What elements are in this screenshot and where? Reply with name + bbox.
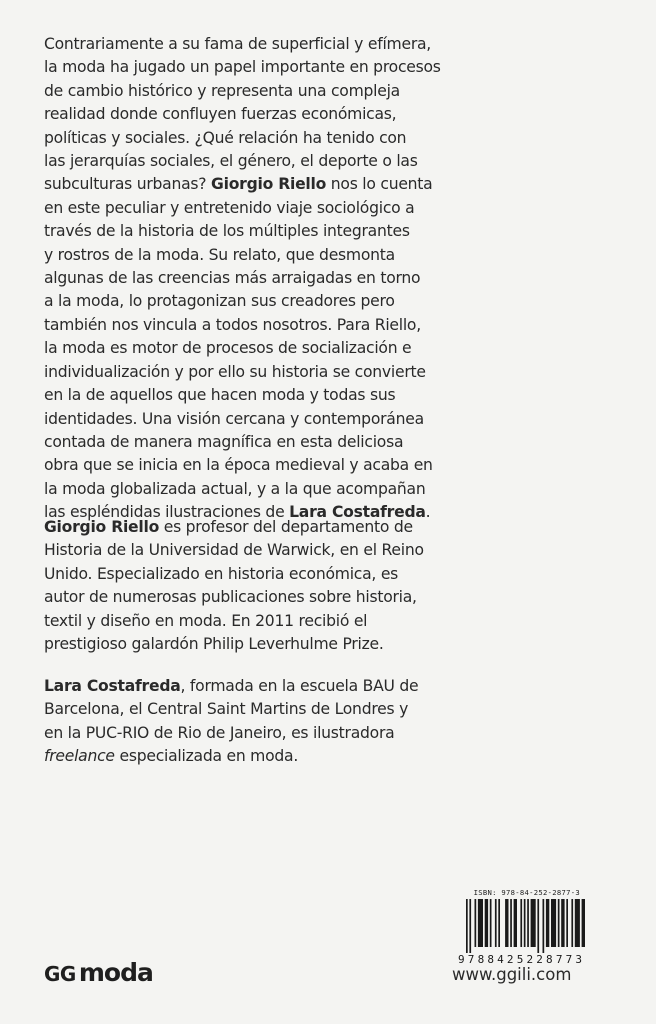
text-line bbox=[44, 337, 624, 360]
text-run: , formada en la escuela BAU de bbox=[180, 677, 419, 695]
bold-name: Lara Costafreda bbox=[289, 503, 426, 522]
barcode-bar bbox=[561, 899, 564, 947]
text-line bbox=[44, 539, 624, 562]
barcode-bar bbox=[520, 899, 522, 947]
text-run: especializada en moda. bbox=[114, 747, 299, 766]
barcode-bar bbox=[582, 899, 585, 947]
text-run: es profesor del departamento de bbox=[159, 518, 413, 536]
text-line bbox=[44, 80, 624, 103]
text-run: realidad donde confluyen fuerzas económicas, bbox=[44, 105, 397, 124]
text-run: Barcelona, el Central Saint Martins de Londres y bbox=[44, 700, 409, 719]
text-line bbox=[44, 56, 624, 79]
barcode-bar bbox=[498, 899, 500, 947]
publisher-url: www.ggili.com bbox=[452, 965, 572, 984]
text-line bbox=[44, 431, 624, 454]
text-line bbox=[44, 722, 624, 745]
illustrator-bio-paragraph bbox=[44, 675, 624, 769]
text-run: las jerarquías sociales, el género, el deporte o las bbox=[44, 152, 418, 171]
bold-name: Giorgio Riello bbox=[211, 175, 327, 194]
text-line bbox=[44, 478, 624, 501]
barcode-bar bbox=[543, 899, 545, 953]
text-run: también nos vincula a todos nosotros. Para Riello, bbox=[44, 315, 421, 334]
text-line bbox=[44, 267, 624, 290]
barcode-bar bbox=[475, 899, 477, 947]
text-line bbox=[44, 197, 624, 220]
publisher-logo bbox=[44, 958, 153, 987]
text-run: . bbox=[425, 503, 431, 522]
text-run: y rostros de la moda. Su relato, que desmonta bbox=[44, 245, 395, 264]
text-run: Unido. Especializado en historia económica, es bbox=[44, 564, 399, 583]
barcode-bar bbox=[469, 899, 471, 953]
barcode-bar bbox=[490, 899, 492, 947]
text-run: la moda ha jugado un papel importante en procesos bbox=[44, 58, 441, 77]
text-run: obra que se inicia en la época medieval y acaba en bbox=[44, 456, 433, 475]
text-run: subculturas urbanas? bbox=[44, 175, 212, 194]
text-run: de cambio histórico y representa una compleja bbox=[44, 81, 400, 100]
text-run: las espléndidas ilustraciones de bbox=[44, 503, 290, 522]
text-line bbox=[44, 745, 624, 768]
text-line bbox=[44, 610, 624, 633]
barcode-bar bbox=[478, 899, 483, 947]
text-line bbox=[44, 150, 624, 173]
text-line bbox=[44, 384, 624, 407]
text-run: políticas y sociales. ¿Qué relación ha tenido con bbox=[44, 128, 407, 147]
text-run: contada de manera magnífica en esta deliciosa bbox=[44, 432, 404, 451]
text-line bbox=[44, 314, 624, 337]
isbn-barcode bbox=[456, 888, 586, 965]
text-line bbox=[44, 290, 624, 313]
text-line bbox=[44, 516, 624, 539]
text-line bbox=[44, 127, 624, 150]
barcode-bar bbox=[537, 899, 539, 953]
bold-name: Lara Costafreda bbox=[44, 677, 181, 695]
blurb-paragraph bbox=[44, 33, 624, 525]
text-run: Contrariamente a su fama de superficial y efímera, bbox=[44, 35, 431, 53]
barcode-graphic bbox=[456, 899, 586, 965]
barcode-bar bbox=[558, 899, 560, 947]
author-bio-paragraph bbox=[44, 516, 624, 656]
text-line bbox=[44, 563, 624, 586]
barcode-bar bbox=[495, 899, 497, 947]
barcode-bar bbox=[524, 899, 526, 947]
text-run: textil y diseño en moda. En 2011 recibió el bbox=[44, 611, 368, 630]
text-run: en la de aquellos que hacen moda y todas sus bbox=[44, 386, 396, 405]
barcode-bar bbox=[571, 899, 573, 947]
text-line bbox=[44, 454, 624, 477]
barcode-bar bbox=[505, 899, 508, 947]
barcode-bar bbox=[527, 899, 529, 947]
text-run: prestigioso galardón Philip Leverhulme Prize. bbox=[44, 635, 384, 654]
barcode-bar bbox=[531, 899, 536, 947]
text-line bbox=[44, 173, 624, 196]
barcode-bar bbox=[551, 899, 556, 947]
text-run: en este peculiar y entretenido viaje sociológico a bbox=[44, 198, 415, 217]
barcode-bar bbox=[485, 899, 488, 947]
text-line bbox=[44, 698, 624, 721]
barcode-bar bbox=[566, 899, 568, 947]
text-run: identidades. Una visión cercana y contemporánea bbox=[44, 409, 424, 428]
text-line bbox=[44, 675, 624, 698]
text-line bbox=[44, 586, 624, 609]
text-run: autor de numerosas publicaciones sobre historia, bbox=[44, 588, 417, 607]
isbn-label: ISBN: 978-84-252-2877-3 bbox=[473, 888, 580, 897]
logo-word: moda bbox=[78, 958, 153, 987]
text-line bbox=[44, 633, 624, 656]
text-run: través de la historia de los múltiples integrantes bbox=[44, 222, 410, 241]
text-line bbox=[44, 244, 624, 267]
italic-word: freelance bbox=[44, 747, 115, 766]
barcode-bar bbox=[575, 899, 580, 947]
barcode-bar bbox=[510, 899, 512, 947]
text-run: individualización y por ello su historia se convierte bbox=[44, 362, 426, 381]
text-run: algunas de las creencias más arraigadas en torno bbox=[44, 269, 421, 288]
text-line bbox=[44, 361, 624, 384]
barcode-bar bbox=[466, 899, 468, 953]
text-run: en la PUC-RIO de Rio de Janeiro, es ilustradora bbox=[44, 723, 395, 742]
text-line bbox=[44, 220, 624, 243]
barcode-bar bbox=[514, 899, 517, 947]
bold-name: Giorgio Riello bbox=[44, 518, 160, 536]
barcode-digits: 9788425228773 bbox=[458, 953, 582, 965]
logo-prefix: GG bbox=[44, 962, 76, 986]
text-run: Historia de la Universidad de Warwick, en el Reino bbox=[44, 541, 424, 560]
text-line bbox=[44, 408, 624, 431]
text-line bbox=[44, 103, 624, 126]
text-line bbox=[44, 33, 624, 56]
text-run: la moda globalizada actual, y a la que acompañan bbox=[44, 479, 426, 498]
barcode-bar bbox=[546, 899, 549, 947]
text-run: nos lo cuenta bbox=[326, 175, 433, 194]
text-run: a la moda, lo protagonizan sus creadores pero bbox=[44, 292, 395, 311]
text-run: la moda es motor de procesos de socialización e bbox=[44, 339, 412, 358]
